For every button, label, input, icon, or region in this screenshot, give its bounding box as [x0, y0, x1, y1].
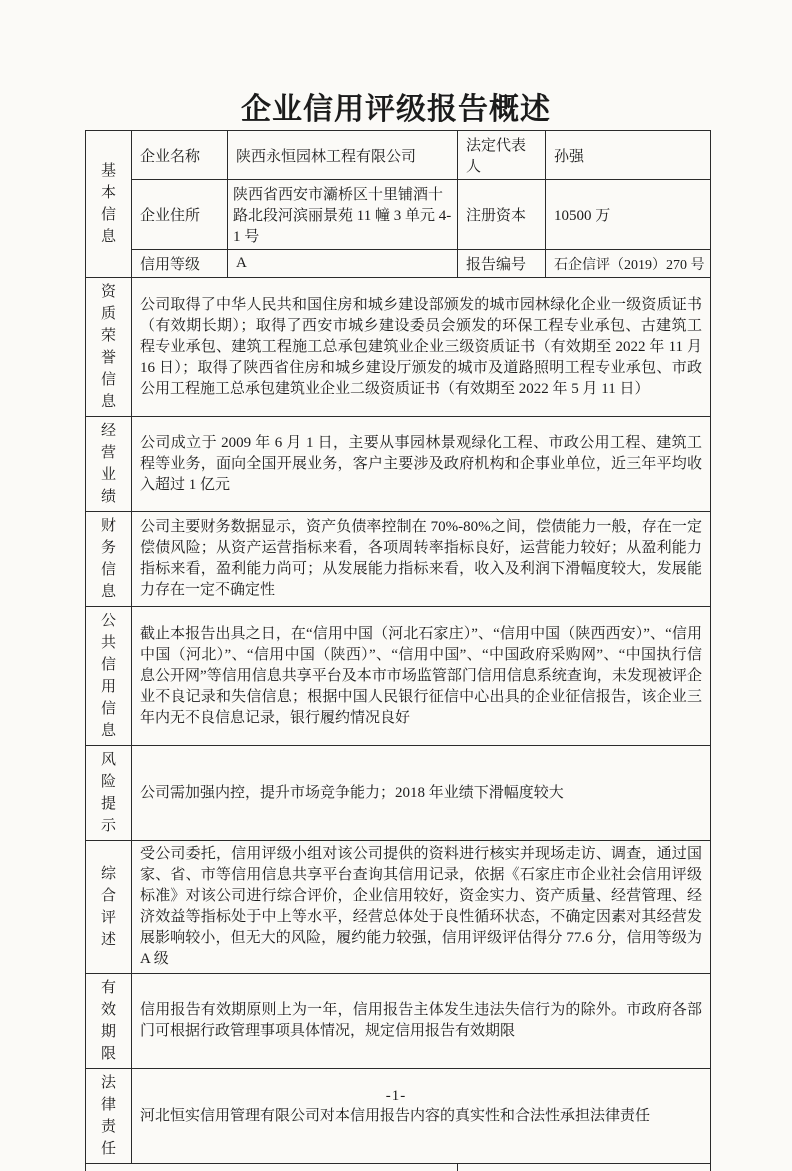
table-row [86, 746, 711, 841]
company-name-value: 陕西永恒园林工程有限公司 [228, 131, 458, 180]
table-row [86, 180, 711, 250]
section-header-risk-warning: 风险提示 [86, 746, 132, 841]
table-row [86, 607, 711, 746]
rating-agency-seal-header [458, 1164, 711, 1171]
section-header-public-credit-info: 公共信用信息 [86, 607, 132, 746]
section-text-public-credit-info: 截止本报告出具之日，在“信用中国（河北石家庄）”、“信用中国（陕西西安）”、“信用中国（河北）”、“信用中国（陕西）”、“信用中国”、“中国政府采购网”、“中国执行信息公开网”等信用信息共享平台及本市市场监管部门信用信息系统查询，未发现被评企业不良记录和失信信息；根据中国人民银行征信中心出具的企业征信报告，该企业三年内无不良信息记录，银行履约情况良好 [132, 607, 711, 746]
table-row [86, 1164, 711, 1171]
section-text-business-performance: 公司成立于 2009 年 6 月 1 日，主要从事园林景观绿化工程、市政公用工程、建筑工程等业务，面向全国开展业务，客户主要涉及政府机构和企事业单位，近三年平均收入超过 1 亿元 [132, 417, 711, 512]
company-address-value: 陕西省西安市灞桥区十里铺酒十路北段河滨丽景苑 11 幢 3 单元 4-1 号 [228, 180, 458, 250]
credit-report-table [85, 130, 711, 1171]
section-text-comprehensive-review: 受公司委托，信用评级小组对该公司提供的资料进行核实并现场走访、调查，通过国家、省、市等信用信息共享平台查询其信用记录，依据《石家庄市企业社会信用评级标准》对该公司进行综合评价，企业信用较好，资金实力、资产质量、经营管理、经济效益等指标处于中上等水平，经营总体处于良性循环状态，不确定因素对其经营发展影响较小，但无大的风险，履约能力较强，信用评级评估得分 77.6 分，信用等级为 A 级 [132, 841, 711, 974]
report-number-label: 报告编号 [458, 250, 546, 278]
registered-capital-label: 注册资本 [458, 180, 546, 250]
page-title: 企业信用评级报告概述 [241, 93, 551, 126]
section-header-comprehensive-review: 综合评述 [86, 841, 132, 974]
credit-grade-label: 信用等级 [132, 250, 228, 278]
report-number-value: 石企信评（2019）270 号 [546, 250, 711, 278]
section-header-business-performance: 经营业绩 [86, 417, 132, 512]
section-header-legal-liability: 法律责任 [86, 1069, 132, 1164]
table-row [86, 131, 711, 180]
company-address-label: 企业住所 [132, 180, 228, 250]
page-number: -1- [385, 1088, 407, 1104]
table-row [86, 250, 711, 278]
registered-capital-value: 10500 万 [546, 180, 711, 250]
rating-team-signature-header [86, 1164, 458, 1171]
legal-representative-label: 法定代表人 [458, 131, 546, 180]
table-row [86, 974, 711, 1069]
section-header-financial-info: 财务信息 [86, 512, 132, 607]
section-text-validity-period: 信用报告有效期原则上为一年，信用报告主体发生违法失信行为的除外。市政府各部门可根据行政管理事项具体情况，规定信用报告有效期限 [132, 974, 711, 1069]
section-text-risk-warning: 公司需加强内控，提升市场竞争能力；2018 年业绩下滑幅度较大 [132, 746, 711, 841]
table-row [86, 278, 711, 417]
section-text-financial-info: 公司主要财务数据显示，资产负债率控制在 70%-80%之间，偿债能力一般，存在一定偿债风险；从资产运营指标来看，各项周转率指标良好，运营能力较好；从盈利能力指标来看，盈利能力尚可；从发展能力指标来看，收入及利润下滑幅度较大，发展能力存在一定不确定性 [132, 512, 711, 607]
credit-grade-value: A [228, 250, 458, 278]
section-text-legal-liability: 河北恒实信用管理有限公司对本信用报告内容的真实性和合法性承担法律责任 [132, 1069, 711, 1164]
table-row [86, 841, 711, 974]
section-text-qualifications: 公司取得了中华人民共和国住房和城乡建设部颁发的城市园林绿化企业一级资质证书（有效期长期）；取得了西安市城乡建设委员会颁发的环保工程专业承包、古建筑工程专业承包、建筑工程施工总承包建筑业企业三级资质证书（有效期至 2022 年 11 月 16 日）；取得了陕西省住房和城乡建设厅颁发的城市及道路照明工程专业承包、市政公用工程施工总承包建筑业企业二级资质证书（有效期至 2022 年 5 月 11 日） [132, 278, 711, 417]
section-header-basic-info: 基本信息 [86, 131, 132, 278]
section-header-qualifications: 资质荣誉信息 [86, 278, 132, 417]
table-row [86, 417, 711, 512]
legal-representative-value: 孙强 [546, 131, 711, 180]
table-row [86, 512, 711, 607]
table-row [86, 1069, 711, 1164]
company-name-label: 企业名称 [132, 131, 228, 180]
section-header-validity-period: 有效期限 [86, 974, 132, 1069]
